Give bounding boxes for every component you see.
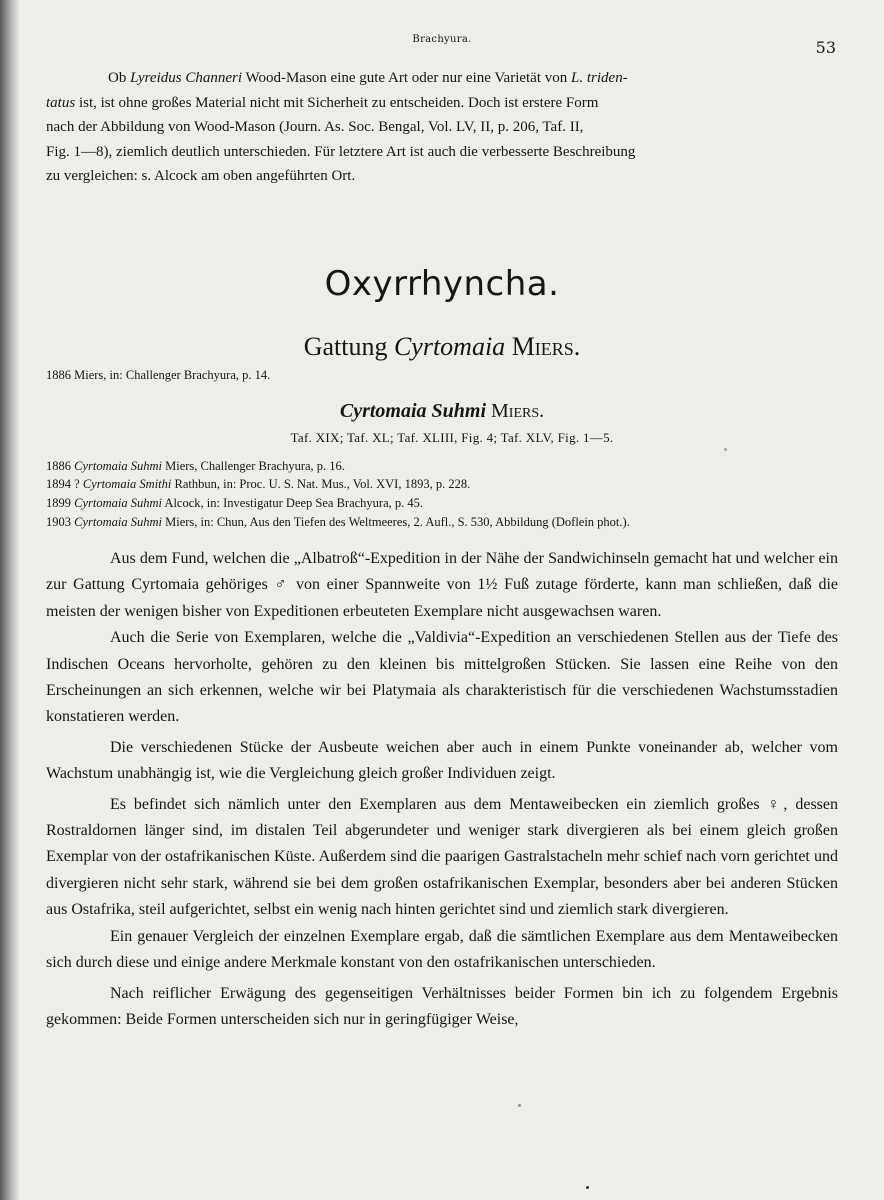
genus-title: Gattung Cyrtomaia Miers. — [303, 332, 581, 361]
page-number: 53 — [815, 38, 836, 57]
synonymy-entry: 1886 Cyrtomaia Suhmi Miers, Challenger Brachyura, p. 16. — [46, 459, 345, 473]
synonymy-entry: 1899 Cyrtomaia Suhmi Alcock, in: Investigatur Deep Sea Brachyura, p. 45. — [46, 496, 424, 510]
intro-line-2: tatus ist, ist ohne großes Material nicht mit Sicherheit zu entscheiden. Doch ist erstere Form — [46, 94, 599, 111]
body-paragraph-2: Auch die Serie von Exemplaren, welche die „Valdivia“-Expedition an verschiedenen Stellen aus der Tiefe des Indischen Oceans hervorholte, gehören zu den kleinen bis mittelgroßen Stücken. Sie lassen eine Reihe von den Erscheinungen an sich erkennen, welche wir bei Platymaia als charakteristisch für die verschiedenen Wachstumsstadien konstatieren werden. — [46, 629, 838, 726]
plates-reference: Taf. XIX; Taf. XL; Taf. XLIII, Fig. 4; Taf. XLV, Fig. 1—5. — [290, 430, 614, 445]
body-paragraph-6: Nach reiflicher Erwägung des gegenseitigen Verhältnisses beider Formen bin ich zu folgendem Ergebnis gekommen: Beide Formen unterscheiden sich nur in geringfügiger Weise, — [46, 984, 838, 1028]
body-paragraph-3: Die verschiedenen Stücke der Ausbeute weichen aber auch in einem Punkte voneinander ab, welcher vom Wachstum unabhängig ist, wie die Vergleichung gleich großer Individuen zeigt. — [46, 738, 838, 783]
body-paragraph-1: Aus dem Fund, welchen die „Albatroß“-Expedition in der Nähe der Sandwichinseln gemacht hat und welcher ein zur Gattung Cyrtomaia gehöriges ♂ von einer Spannweite von 1½ Fuß zutage förderte, kann man schließen, daß die meisten der wenigen bisher von Expeditionen erbeuteten Exemplare nicht ausgewachsen waren. — [46, 550, 838, 620]
section-title: Oxyrrhyncha. — [324, 264, 560, 304]
species-title: Cyrtomaia Suhmi Miers. — [339, 400, 545, 422]
intro-line-4: Fig. 1—8), ziemlich deutlich unterschieden. Für letztere Art ist auch die verbesserte Beschreibung — [46, 143, 636, 160]
running-head: Brachyura. — [412, 34, 472, 45]
synonymy-entry: 1903 Cyrtomaia Suhmi Miers, in: Chun, Aus den Tiefen des Weltmeeres, 2. Aufl., S. 530, Abbildung (Doflein phot.). — [46, 515, 630, 529]
synonymy-entry: 1894 ? Cyrtomaia Smithi Rathbun, in: Proc. U. S. Nat. Mus., Vol. XVI, 1893, p. 228. — [46, 477, 471, 491]
scan-speck — [518, 1104, 521, 1107]
intro-line-3: nach der Abbildung von Wood-Mason (Journ. As. Soc. Bengal, Vol. LV, II, p. 206, Taf. II, — [46, 119, 584, 135]
binding-shadow — [0, 0, 20, 1200]
genus-reference: 1886 Miers, in: Challenger Brachyura, p. 14. — [46, 368, 271, 382]
intro-line-5: zu vergleichen: s. Alcock am oben angeführten Ort. — [46, 168, 356, 184]
scan-speck — [586, 1186, 589, 1189]
body-paragraph-5: Ein genauer Vergleich der einzelnen Exemplare ergab, daß die sämtlichen Exemplare aus dem Mentaweibecken sich durch diese und einige andere Merkmale konstant von den ostafrikanischen unterschieden. — [46, 927, 838, 972]
intro-paragraph — [46, 66, 838, 189]
body-paragraph-4: Es befindet sich nämlich unter den Exemplaren aus dem Mentaweibecken ein ziemlich großes ♀, dessen Rostraldornen länger sind, im distalen Teil abgerundeter und weniger stark divergieren als bei einem gleich großen Exemplar von der ostafrikanischen Küste. Außerdem sind die paarigen Gastralstacheln mehr schief nach vorn gerichtet und divergieren nicht sehr stark, während sie bei dem großen ostafrikanischen Exemplar, besonders aber bei anderen Stücken aus Ostafrika, steil aufgerichtet, selbst ein wenig nach hinten gerichtet sind und ziemlich stark divergieren. — [46, 795, 838, 919]
intro-line-1: Ob Lyreidus Channeri Wood-Mason eine gute Art oder nur eine Varietät von L. triden- — [108, 70, 628, 86]
body-text — [46, 546, 838, 1033]
scan-speck — [724, 448, 727, 451]
